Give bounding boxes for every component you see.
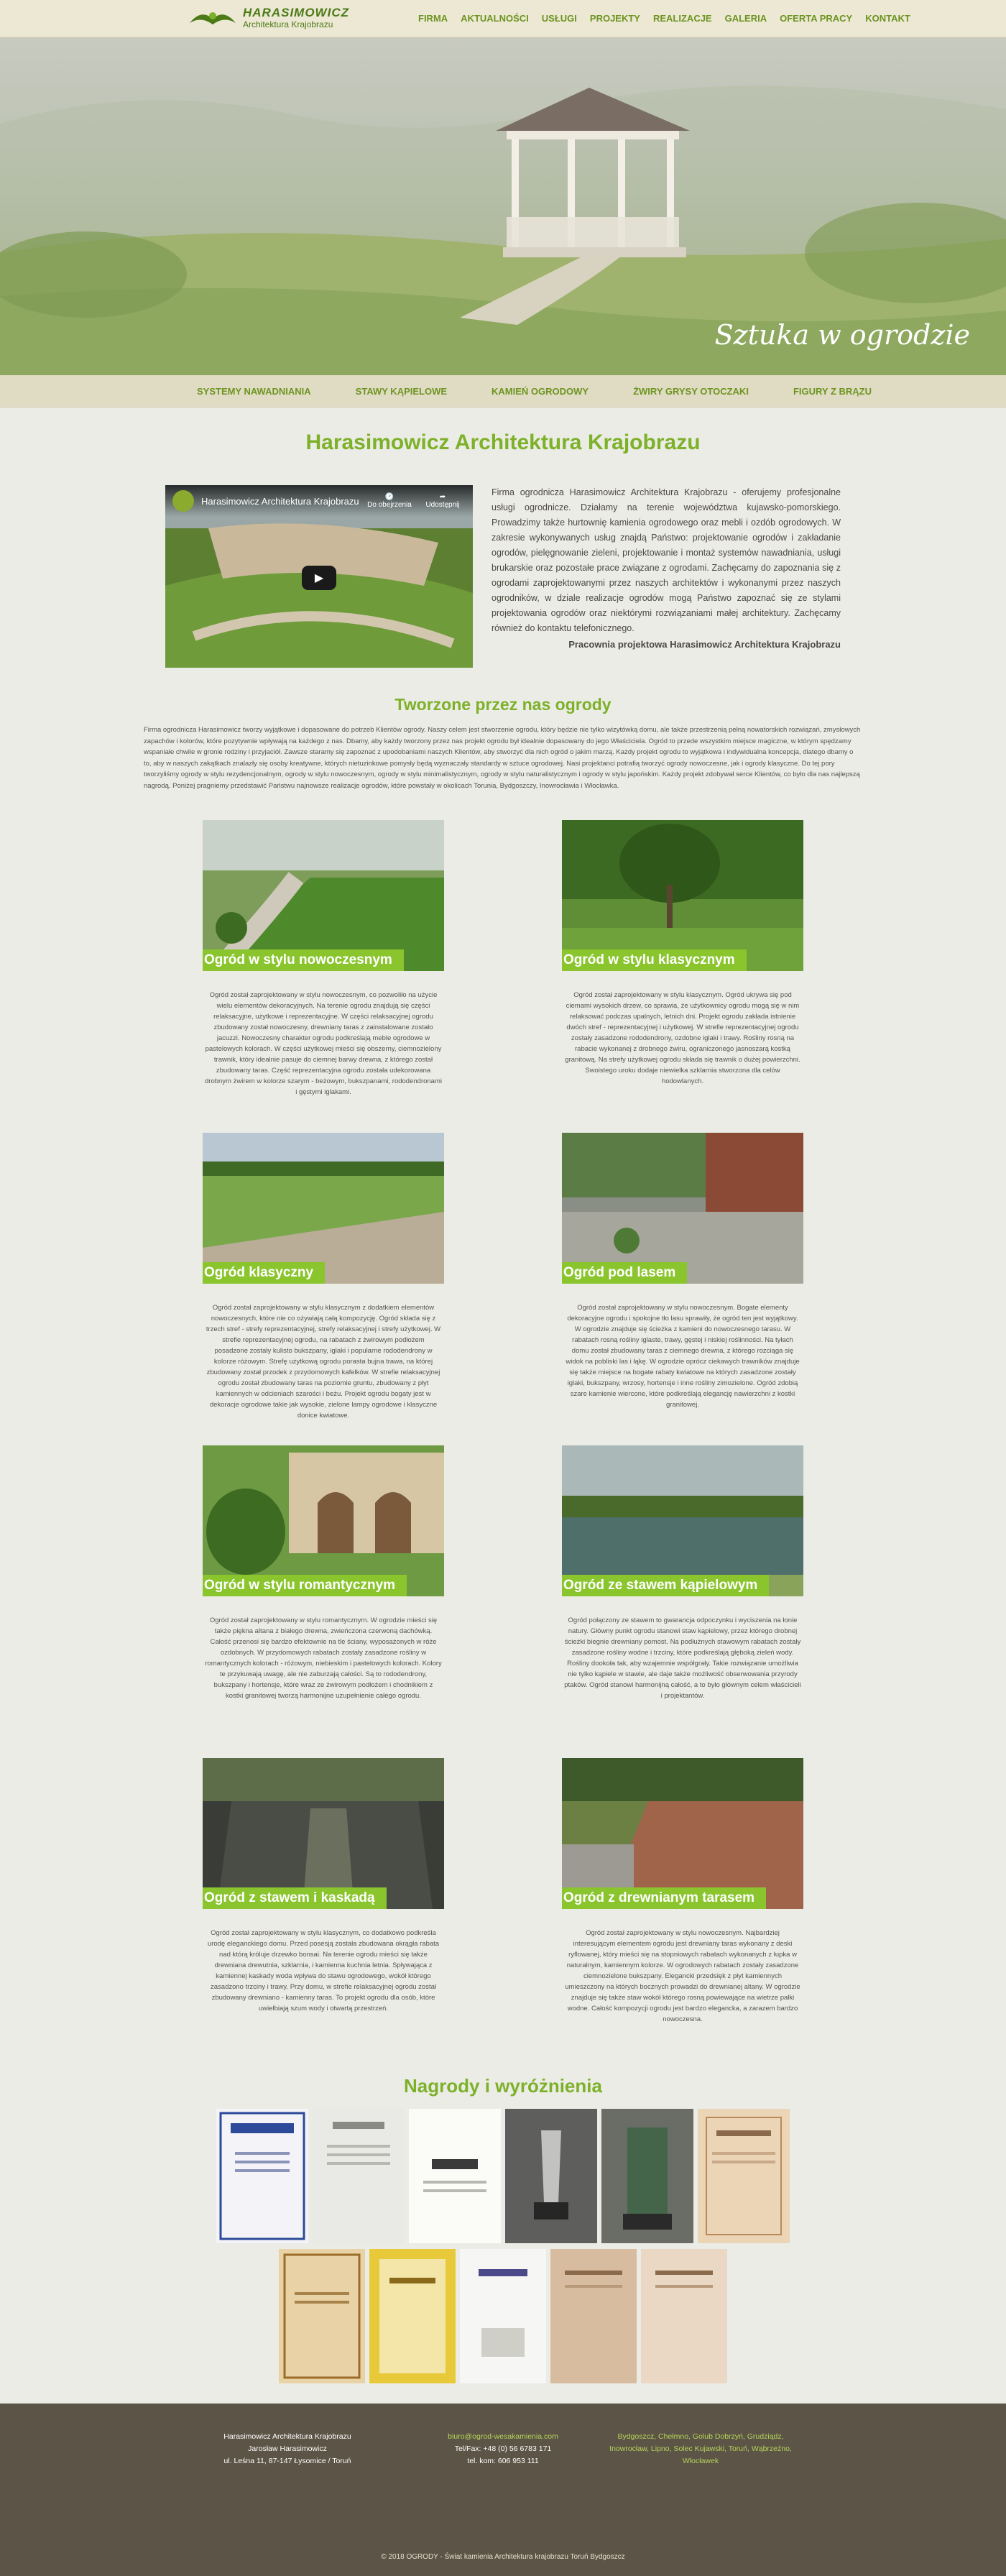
category-figury-z-brazu[interactable]: FIGURY Z BRĄZU — [793, 385, 872, 397]
footer-mobile: tel. kom: 606 953 111 — [467, 2457, 539, 2465]
intro-section — [165, 485, 841, 668]
logo-subtitle: Architektura Krajobrazu — [243, 19, 333, 29]
garden-photo[interactable] — [562, 1133, 803, 1284]
share-button[interactable]: ➦ Udostępnij — [425, 493, 460, 509]
share-label: Udostępnij — [425, 501, 460, 509]
garden-photo-image — [562, 820, 803, 971]
garden-description: Ogród został zaprojektowany w stylu romantycznym. W ogrodzie mieści się także piękna altana z białego drewna, zwieńczona czerwoną dachówką. Całość przenosi się bardzo efektownie na tle ściany, wyposażonych w róże ozdobnych. W przydomowych rabatach zostały zasadzone rośliny w romantycznych kolorach - różowym, niebieskim i pastelowych kolorach. Kolory te przykuwają uwagę, ale nie zaburzają całości. Są to rododendrony, bukszpany i hortensje, które wraz ze żwirowym podłożem i chodnikiem z kostki granitowej tworzą harmonijne uzupełnienie całego ogrodu. — [205, 1616, 442, 1700]
garden-description: Ogród został zaprojektowany w stylu klasycznym, co dodatkowo podkreśla urodę eleganckiego domu. Przed posesją została zbudowana okrągła rabata nad którą króluje drzewko bonsai. Na terenie ogrodu mieści się także drewniana drewutnia, szklarnia, i kamienna kuchnia letnia. Spływająca z kamiennej kaskady woda wpływa do stawu ogrodowego, wokół którego zasadzono trzciny i trawy. Przy domu, w strefie relaksacyjnej ogrodu został zbudowany drewniano - kamienny taras. To projekt ogrodu dla osób, które uwielbiają szum wody i otwartą przestrzeń. — [207, 1929, 440, 2012]
nav-uslugi[interactable]: USŁUGI — [541, 13, 577, 24]
nav-galeria[interactable]: GALERIA — [724, 13, 767, 24]
award-certificate[interactable] — [550, 2249, 637, 2383]
site-logo[interactable] — [188, 6, 349, 30]
awards-row — [0, 2109, 1006, 2243]
site-header — [0, 0, 1006, 37]
garden-card[interactable] — [543, 820, 823, 1133]
garden-label: Ogród pod lasem — [562, 1262, 687, 1284]
nav-firma[interactable]: FIRMA — [418, 13, 448, 24]
intro-text: Firma ogrodnicza Harasimowicz Architektura Krajobrazu - oferujemy profesjonalne usługi ogrodnicze. Działamy na terenie województwa kujawsko-pomorskiego. Prowadzimy także hurtownię kamienia ogrodowego oraz mebli i ozdób ogrodowych. W zakresie wykonywanych usług znajdą Państwo: projektowanie ogrodów i zakładanie ogrodów, pielęgnowanie zieleni, projektowanie i montaż systemów nawadniania, usługi brukarskie oraz pozostałe prace związane z ogrodami. Zachęcamy do zapoznania się z ogrodami zaprojektowanymi przez naszych architektów i wykonanymi przez naszych ogrodników, w dziale realizacje ogrodów mogą Państwo zapoznać się ze stylami projektowania ogrodów oraz niektórymi rozwiązaniami małej architektury. Zachęcamy również do kontaktu telefonicznego. — [492, 487, 841, 633]
garden-label: Ogród w stylu klasycznym — [562, 949, 747, 971]
intro-text-col — [492, 485, 841, 668]
garden-description: Ogród został zaprojektowany w stylu klasycznym. Ogród ukrywa się pod ciemami wysokich drzew, co sprawia, że użytkownicy ogrodu mogą się w nim relaksować podczas upalnych, letnich dni. Projekt ogrodu zakłada istnienie dwóch stref - reprezentacyjnej i użytkowej. W strefie reprezentacyjnej ogrodu zostały zasadzone rododendrony, ozdobne iglaki i trawy. Rośliny rosną na rabacie wykonanej z drobnego żwiru, ograniczonego jasnoszarą kostką granitową. Na strefy użytkowej ogrodu składa się trawnik o dużej powierzchni. Swoistego uroku dodaje niewielka szklarnia stworzona dla celów hodowlanych. — [565, 991, 800, 1085]
garden-photo-image — [203, 820, 444, 971]
category-kamien-ogrodowy[interactable]: KAMIEŃ OGRODOWY — [492, 385, 589, 397]
nav-realizacje[interactable]: REALIZACJE — [652, 13, 712, 24]
footer-email-link[interactable]: biuro@ogrod-wesakamienia.com — [448, 2432, 558, 2441]
garden-card[interactable] — [183, 1445, 463, 1758]
footer-cities — [607, 2431, 794, 2467]
garden-card[interactable] — [543, 1133, 823, 1445]
garden-photo[interactable] — [203, 1758, 444, 1909]
page-title: Harasimowicz Architektura Krajobrazu — [305, 431, 701, 454]
youtube-video[interactable] — [165, 485, 473, 668]
footer-company — [216, 2431, 359, 2467]
garden-photo-image — [562, 1445, 803, 1596]
award-certificate[interactable] — [313, 2109, 405, 2243]
intro-signature: Pracownia projektowa Harasimowicz Architektura Krajobrazu — [568, 639, 841, 650]
garden-photo-image — [562, 1133, 803, 1284]
garden-photo[interactable] — [203, 1445, 444, 1596]
garden-description: Ogród został zaprojektowany w stylu nowoczesnym. Bogate elementy dekoracyjne ogrodu i spokojne tło lasu sprawiły, że ogród ten jest wyjątkowy. W ogrodzie znajduje się ścieżka z kamieni do nowoczesnego tarasu. W rabatach rosną rośliny iglaste, trawy, gęstej i niskiej roślinności. Na tyłach domu został zbudowany taras z ciemnego drewna, z którego rozciąga się widok na pobliski las i łąkę. W ogrodzie oprócz ciekawych trawników znajduje się także miejsce na bogate rabaty kwiatowe na których zasadzone zostały iglaki, bukszpany, wrzosy, hortensje i inne rośliny zimozielone. Ogród zdobią szare kamienie wiercone, które podkreślają elegancję nawierzchni z kostki granitowej. — [566, 1304, 800, 1409]
category-stawy-kapielowe[interactable]: STAWY KĄPIELOWE — [355, 385, 448, 397]
gardens-title: Tworzone przez nas ogrody — [394, 695, 612, 714]
award-trophy[interactable] — [505, 2109, 597, 2243]
garden-photo-image — [562, 1758, 803, 1909]
footer-company-name: Harasimowicz Architektura Krajobrazu — [223, 2432, 351, 2441]
footer-cities-list: Bydgoszcz, Chełmno, Golub Dobrzyń, Grudziądz, Inowrocław, Lipno, Solec Kujawski, Toruń, Wąbrzeźno, Włocławek — [609, 2432, 792, 2465]
watch-later-label: Do obejrzenia — [367, 501, 412, 509]
garden-photo-image — [203, 1133, 444, 1284]
garden-label: Ogród w stylu romantycznym — [203, 1575, 407, 1596]
garden-photo-image — [203, 1445, 444, 1596]
video-top-bar — [165, 485, 473, 517]
award-certificate[interactable] — [641, 2249, 727, 2383]
garden-label: Ogród klasyczny — [203, 1262, 325, 1284]
gardens-grid — [183, 820, 823, 2071]
awards-row — [0, 2249, 1006, 2383]
garden-photo[interactable] — [203, 820, 444, 971]
nav-aktualnosci[interactable]: AKTUALNOŚCI — [461, 13, 529, 24]
footer-copyright: © 2018 OGRODY - Świat kamienia Architektura krajobrazu Toruń Bydgoszcz — [381, 2553, 625, 2561]
hero-tagline: Sztuka w ogrodzie — [714, 319, 970, 351]
category-systemy-nawadniania[interactable]: SYSTEMY NAWADNIANIA — [197, 385, 311, 397]
award-certificate-gold[interactable] — [369, 2249, 456, 2383]
garden-label: Ogród z stawem i kaskadą — [203, 1887, 387, 1909]
nav-oferta-pracy[interactable]: OFERTA PRACY — [780, 13, 853, 24]
garden-description: Ogród został zaprojektowany w stylu klasycznym z dodatkiem elementów nowoczesnych, które nie co ożywiają całą kompozycję. Ogród składa się z trzech stref - strefy reprezentacyjnej, strefy relaksacyjnej i strefy użytkowej. W strefie reprezentacyjnej ogrodu, na rabatach z żwirowym podłożem posadzone zostały kulisto bukszpany, iglaki i popularne rododendrony w kolorze różowym. Strefę użytkową ogrodu porasta bujna trawa, na której zbudowany został przodek z przydomowych kafelków. W strefie relaksacyjnej ogrodu został zbudowany taras na poziomie gruntu, zbudowany z płyt kamiennych w odcieniach szarości i beżu. Projekt ogrodu bogaty jest w dekoracje ogrodowe takie jak wysokie, zielone lampy ogrodowe i klasyczne donice kwiatowe. — [206, 1304, 441, 1420]
award-diploma[interactable] — [409, 2109, 501, 2243]
garden-description: Ogród połączony ze stawem to gwarancja odpoczynku i wyciszenia na łonie natury. Główny punkt ogrodu stanowi staw kąpielowy, przez którego drobnej ścieżki biegnie drewniany pomost. Na podłużnych stawowym rabatach zostały zasadzone rośliny wodne i trzciny, które podkreślają głęboką zieleń wody. Rośliny dookoła tak, aby wzajemnie współgrały. Takie rozwiązanie umożliwia nie tylko kąpiele w stawie, ale daje także możliwość obserwowania przyrody ptaków. Ogród stanowi harmonijną całość, a to było głównym celem właścicieli i projektantów. — [564, 1616, 801, 1700]
footer-contact — [431, 2431, 575, 2467]
garden-label: Ogród z drewnianym tarasem — [562, 1887, 766, 1909]
site-footer — [0, 2404, 1006, 2576]
hero-banner — [0, 37, 1006, 375]
garden-card[interactable] — [183, 820, 463, 1133]
garden-photo[interactable] — [203, 1133, 444, 1284]
video-title[interactable]: Harasimowicz Architektura Krajobrazu — [201, 495, 359, 507]
main-nav — [418, 13, 923, 24]
awards-title: Nagrody i wyróżnienia — [404, 2075, 602, 2097]
garden-card[interactable] — [543, 1758, 823, 2071]
footer-owner: Jarosław Harasimowicz — [248, 2444, 327, 2453]
gardens-lead: Firma ogrodnicza Harasimowicz tworzy wyjątkowe i dopasowane do potrzeb Klientów ogrody. Naszy celem jest stworzenie ogrodu, który będzie nie tylko wizytówką domu, ale także przestrzenią pełną nowatorskich rozwiązań, zmysłowych zapachów i kolorów, które pozytywnie wpływają na każdego z nas. Dbamy, aby każdy tworzony przez nas projekt ogrodu był idealnie dopasowany do jego Właściciela. Ogród to przede wszystkim miejsce magiczne, w którym spędzamy wspaniałe chwile w gronie rodziny i przyjaciół. Zawsze staramy się zapoznać z upodobaniami naszych Klientów, aby stworzyć dla nich ogród o jakim marzą. Każdy projekt ogrodu to wyjątkowa i indywidualna koncepcja, dlatego dbamy o to, aby w naszych zakątkach znalazły się osoby kreatywne, których nietuzinkowe pomysły będą wyznaczały standardy w sztuce ogrodowej. Nasi projektanci potrafią tworzyć ogrody nowoczesne, jak i ogrody klasyczne. Do tej pory tworzyliśmy ogrody w stylu rezydencjonalnym, ogrody w stylu nowoczesnym, ogrody w stylu minimalistycznym, ogrody w stylu naturalistycznym i ogrody w stylu japońskim. Każdy projekt zdobywał serce Klientów, co było dla nas najlepszą nagrodą. Poniżej pragniemy przedstawić Państwu najnowsze realizacje ogrodów, które powstały w okolicach Torunia, Bydgoszczy, Inowrocławia i Włocławka. — [144, 726, 861, 790]
garden-card[interactable] — [183, 1758, 463, 2071]
nav-kontakt[interactable]: KONTAKT — [865, 13, 910, 24]
award-scroll[interactable] — [279, 2249, 365, 2383]
footer-address: ul. Leśna 11, 87-147 Łysomice / Toruń — [223, 2457, 351, 2465]
award-glass-trophy[interactable] — [601, 2109, 693, 2243]
category-bar — [0, 375, 1006, 408]
garden-description: Ogród został zaprojektowany w stylu nowoczesnym. Najbardziej interesującym elementem ogrodu jest drewniany taras wykonany z deski ryflowanej, który mieści się na stopniowych rabatach wykonanych z łupka w naturalnym, kamiennym kolorze. W ogrodowych rabatach zostały zasadzone ciemnozielone bukszpany. Elegancki przedsięk z płyt kamiennych umieszczony na których bocznych prowadzi do drewnianej altany. W ogrodzie znajduje się także staw wokół którego rosną powiewające na wietrze pałki wodne. Całość kompozycji ogrodu jest bardzo elegancka, a zarazem bardzo nowoczesna. — [565, 1929, 800, 2023]
garden-photo[interactable] — [562, 1758, 803, 1909]
category-zwiry-grysy[interactable]: ŻWIRY GRYSY OTOCZAKI — [633, 385, 749, 397]
garden-photo[interactable] — [562, 1445, 803, 1596]
garden-card[interactable] — [183, 1133, 463, 1445]
play-icon[interactable]: ▶ — [302, 566, 336, 590]
garden-description: Ogród został zaprojektowany w stylu nowoczesnym, co pozwoliło na użycie wielu elementów dekoracyjnych. Na terenie ogrodu znajdują się części relaksacyjne, użytkowe i reprezentacyjne. W części relaksacyjnej ogrodu zbudowany został nowoczesny, drewniany taras z zainstalowane zostało jacuzzi. Nowoczesny charakter ogrodu podkreślają meble ogrodowe w pastelowych kolorach. W części użytkowej mieści się obszerny, ciemnozielony trawnik, który idealnie pasuje do ciemnej barwy drewna, z którego został zbudowany taras. Część reprezentacyjna ogrodu została udekorowana drobnym żwirem w kolorze szarym - beżowym, bukszpanami, rododendronami i gęstymi iglakami. — [205, 991, 442, 1096]
garden-label: Ogród ze stawem kąpielowym — [562, 1575, 769, 1596]
nav-projekty[interactable]: PROJEKTY — [589, 13, 640, 24]
logo-name: HARASIMOWICZ — [243, 6, 349, 19]
garden-label: Ogród w stylu nowoczesnym — [203, 949, 404, 971]
award-certificate[interactable] — [698, 2109, 790, 2243]
garden-photo[interactable] — [562, 820, 803, 971]
logo-leaf-icon — [188, 6, 237, 30]
channel-avatar — [172, 490, 194, 512]
garden-photo-image — [203, 1758, 444, 1909]
watch-later-button[interactable]: 🕑 Do obejrzenia — [367, 493, 412, 509]
garden-card[interactable] — [543, 1445, 823, 1758]
award-diploma[interactable] — [216, 2109, 308, 2243]
footer-phone: Tel/Fax: +48 (0) 56 6783 171 — [454, 2444, 552, 2453]
award-certificate[interactable] — [460, 2249, 546, 2383]
